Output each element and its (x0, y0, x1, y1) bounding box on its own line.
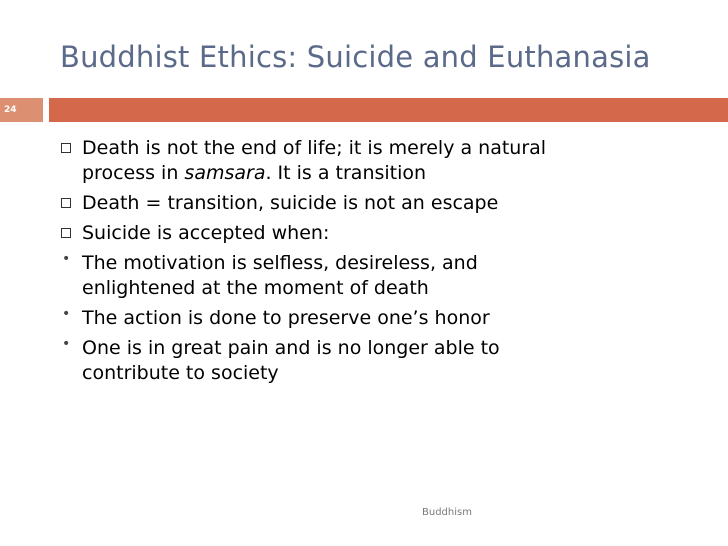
square-bullet-icon (61, 198, 71, 208)
bullet-list (58, 136, 698, 391)
square-bullet-icon (61, 143, 71, 153)
bullet-item (58, 191, 698, 216)
bullet-text: One is in great pain and is no longer able to contribute to society (82, 337, 500, 384)
bullet-text: Death is not the end of life; it is merely a natural process in samsara. It is a transition (82, 137, 547, 184)
bullet-item (58, 221, 698, 246)
square-bullet-icon (61, 228, 71, 238)
dot-bullet-icon: • (62, 251, 71, 267)
bullet-text: Suicide is accepted when: (82, 222, 330, 244)
bullet-text: The motivation is selfless, desireless, and enlightened at the moment of death (82, 252, 478, 299)
bullet-item (58, 336, 698, 386)
bullet-item (58, 136, 698, 186)
slide-title: Buddhist Ethics: Suicide and Euthanasia (60, 40, 651, 74)
dot-bullet-icon: • (62, 336, 71, 352)
bullet-item (58, 306, 698, 331)
slide-number: 24 (0, 98, 43, 122)
bullet-item (58, 251, 698, 301)
title-divider-bar (49, 98, 728, 122)
dot-bullet-icon: • (62, 306, 71, 322)
bullet-text: Death = transition, suicide is not an escape (82, 192, 499, 214)
bullet-text: The action is done to preserve one’s honor (82, 307, 490, 329)
slide-footer: Buddhism (422, 507, 472, 518)
